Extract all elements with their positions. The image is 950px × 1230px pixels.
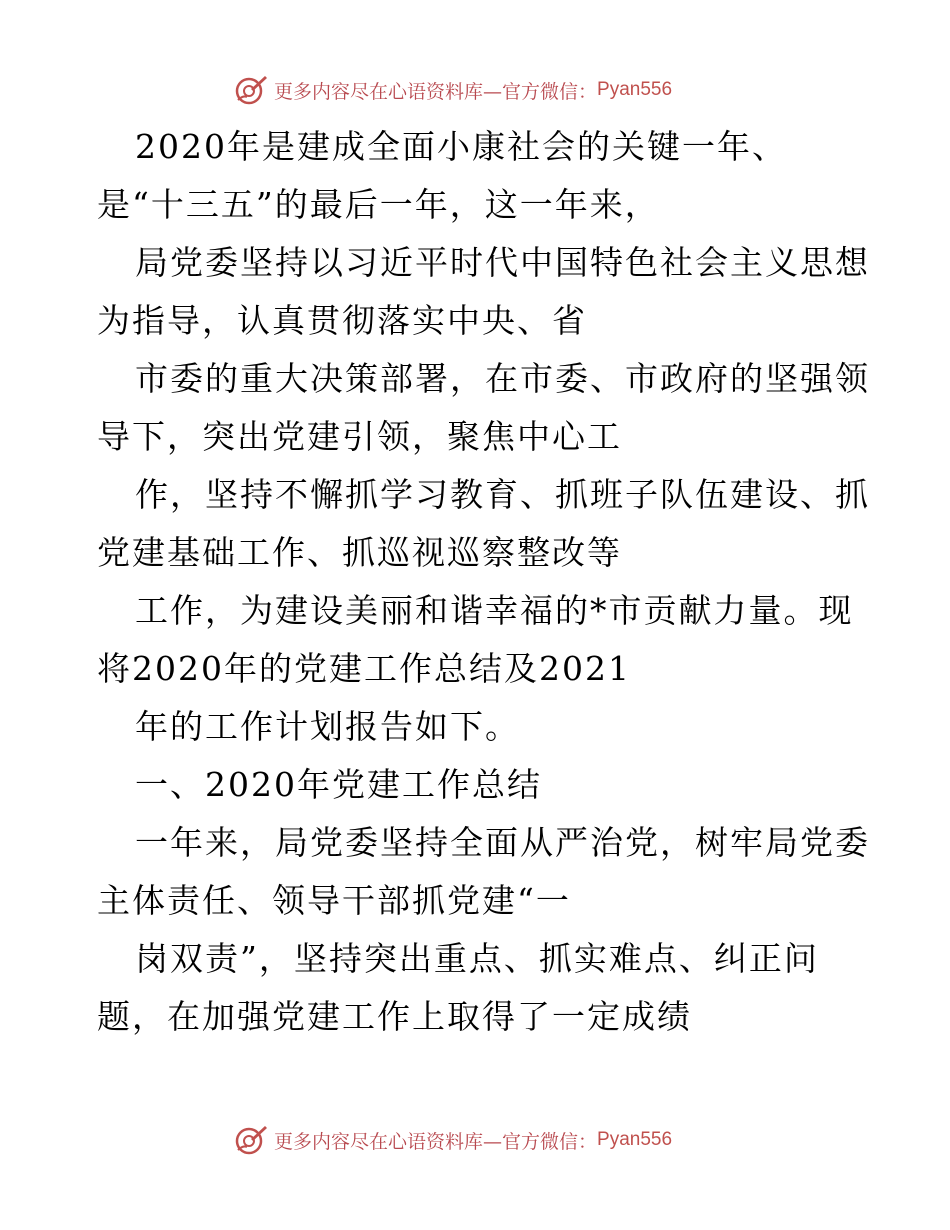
body-line: 岗双责”，坚持突出重点、抓实难点、纠正问 <box>135 939 819 978</box>
body-line: 年的工作计划报告如下。 <box>135 707 520 746</box>
body-line: 为指导，认真贯彻落实中央、省 <box>97 301 587 340</box>
body-line: 作，坚持不懈抓学习教育、抓班子队伍建设、抓 <box>135 475 870 514</box>
body-line: 题，在加强党建工作上取得了一定成绩 <box>97 997 692 1036</box>
body-line: 是“十三五”的最后一年，这一年来， <box>97 185 660 224</box>
body-line: 一年来，局党委坚持全面从严治党，树牢局党委 <box>135 823 870 862</box>
body-line: 工作，为建设美丽和谐幸福的*市贡献力量。现 <box>135 591 854 630</box>
body-line: 党建基础工作、抓巡视巡察整改等 <box>97 533 622 572</box>
body-line: 一、2020年党建工作总结 <box>135 765 542 804</box>
header-watermark <box>234 72 754 108</box>
watermark-wechat-id: Pyan556 <box>597 1129 673 1150</box>
pen-logo-icon <box>234 73 268 107</box>
body-line: 将2020年的党建工作总结及2021 <box>97 649 631 688</box>
body-line: 导下，突出党建引领，聚焦中心工 <box>97 417 622 456</box>
body-line: 2020年是建成全面小康社会的关键一年、 <box>135 127 787 166</box>
watermark-text: 更多内容尽在心语资料库—官方微信： <box>274 80 598 103</box>
footer-watermark <box>234 1122 754 1158</box>
body-line: 主体责任、领导干部抓党建“一 <box>97 881 571 920</box>
pen-logo-icon <box>234 1123 268 1157</box>
watermark-wechat-id: Pyan556 <box>597 79 673 100</box>
body-line: 市委的重大决策部署，在市委、市政府的坚强领 <box>135 359 870 398</box>
body-line: 局党委坚持以习近平时代中国特色社会主义思想 <box>135 243 870 282</box>
document-body <box>97 118 870 1046</box>
watermark-text: 更多内容尽在心语资料库—官方微信： <box>274 1130 598 1153</box>
